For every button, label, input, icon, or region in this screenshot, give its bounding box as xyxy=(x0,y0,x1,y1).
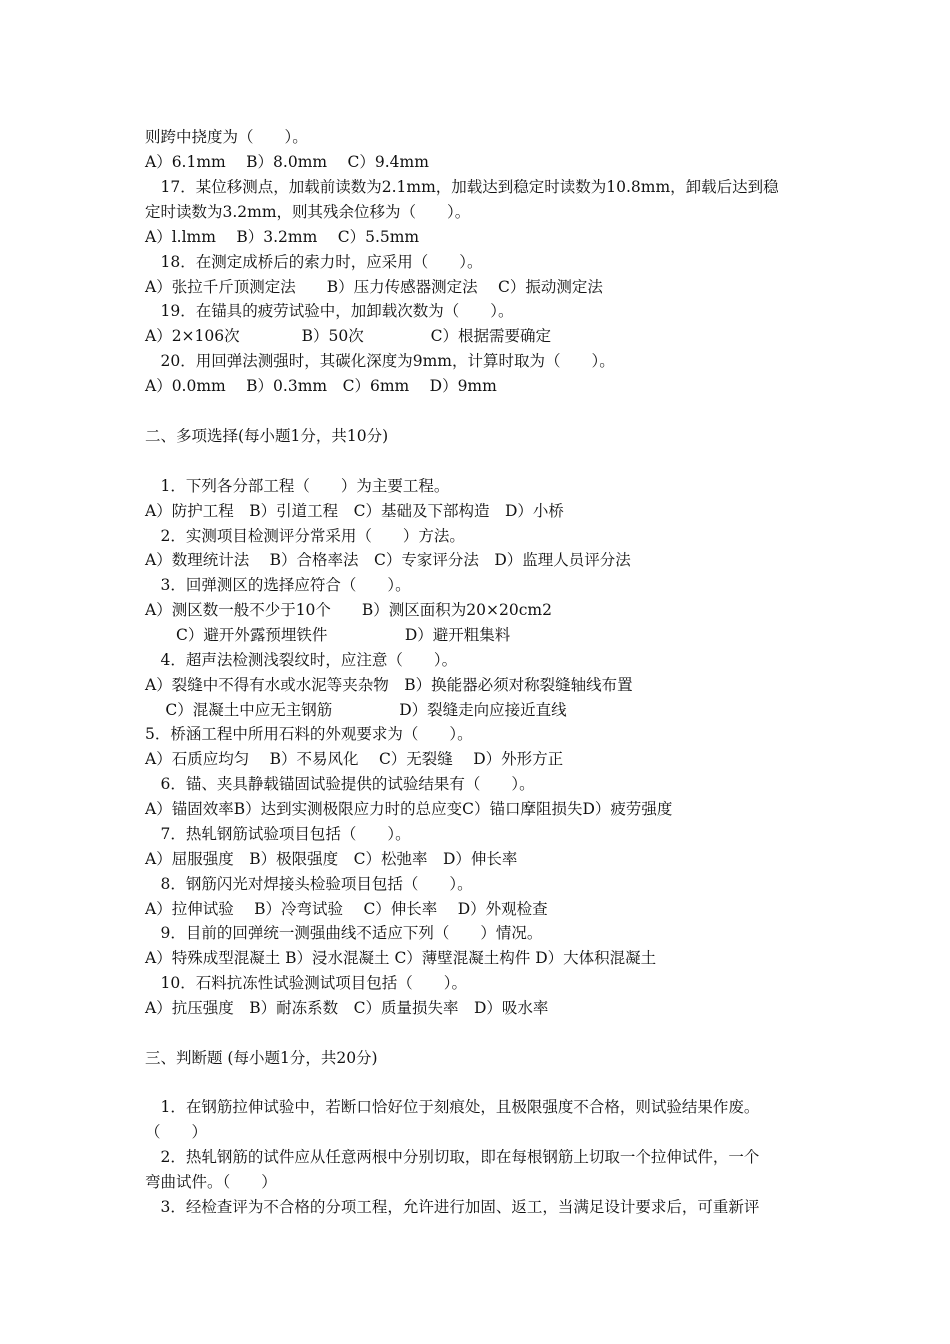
text-line: A）石质应均匀 B）不易风化 C）无裂缝 D）外形方正 xyxy=(145,750,564,768)
text-line: 17．某位移测点，加载前读数为2.1mm，加载达到稳定时读数为10.8mm，卸载后达到稳 xyxy=(145,178,779,196)
text-line: 1．下列各分部工程（ ）为主要工程。 xyxy=(145,477,450,495)
text-line: A）防护工程 B）引道工程 C）基础及下部构造 D）小桥 xyxy=(145,502,564,520)
text-line: A）测区数一般不少于10个 B）测区面积为20×20cm2 xyxy=(145,601,552,619)
text-line: A）锚固效率B）达到实测极限应力时的总应变C）锚口摩阻损失D）疲劳强度 xyxy=(145,800,673,818)
text-line: 9．目前的回弹统一测强曲线不适应下列（ ）情况。 xyxy=(145,924,543,942)
text-line: 弯曲试件。（ ） xyxy=(145,1173,277,1191)
text-line: 2．实测项目检测评分常采用（ ）方法。 xyxy=(145,527,465,545)
text-line: 18．在测定成桥后的索力时，应采用（ ）。 xyxy=(145,253,483,271)
text-line: A）0.0mm B）0.3mm C）6mm D）9mm xyxy=(145,377,497,395)
section-heading: 二、多项选择(每小题1分，共10分) xyxy=(145,427,389,445)
text-line: 3．回弹测区的选择应符合（ ）。 xyxy=(145,576,411,594)
text-line: C）避开外露预埋铁件 D）避开粗集料 xyxy=(145,626,511,644)
text-line: A）2×106次 B）50次 C）根据需要确定 xyxy=(145,327,552,345)
text-line: 19．在锚具的疲劳试验中，加卸载次数为（ ）。 xyxy=(145,302,514,320)
text-line: 20．用回弹法测强时，其碳化深度为9mm，计算时取为（ ）。 xyxy=(145,352,615,370)
section-heading: 三、判断题 (每小题1分，共20分) xyxy=(145,1049,378,1067)
text-line: A）l.lmm B）3.2mm C）5.5mm xyxy=(145,228,420,246)
text-line: 6．锚、夹具静载锚固试验提供的试验结果有（ ）。 xyxy=(145,775,535,793)
text-line: A）屈服强度 B）极限强度 C）松弛率 D）伸长率 xyxy=(145,850,518,868)
text-line: 7．热轧钢筋试验项目包括（ ）。 xyxy=(145,825,411,843)
text-line: 10．石料抗冻性试验测试项目包括（ ）。 xyxy=(145,974,467,992)
text-line: 则跨中挠度为（ ）。 xyxy=(145,128,308,146)
text-line: C）混凝土中应无主钢筋 D）裂缝走向应接近直线 xyxy=(145,701,567,719)
text-line: 2．热轧钢筋的试件应从任意两根中分别切取，即在每根钢筋上切取一个拉伸试件，一个 xyxy=(145,1148,760,1166)
text-line: A）数理统计法 B）合格率法 C）专家评分法 D）监理人员评分法 xyxy=(145,551,631,569)
text-line: （ ） xyxy=(145,1123,208,1141)
text-line: 1．在钢筋拉伸试验中，若断口恰好位于刻痕处，且极限强度不合格，则试验结果作废。 xyxy=(145,1098,760,1116)
text-line: 定时读数为3.2mm，则其残余位移为（ ）。 xyxy=(145,203,471,221)
text-line: A）特殊成型混凝土 B）浸水混凝土 C）薄壁混凝土构件 D）大体积混凝土 xyxy=(145,949,657,967)
text-line: 3．经检查评为不合格的分项工程，允许进行加固、返工，当满足设计要求后，可重新评 xyxy=(145,1198,760,1216)
text-line: A）抗压强度 B）耐冻系数 C）质量损失率 D）吸水率 xyxy=(145,999,549,1017)
text-line: A）张拉千斤顶测定法 B）压力传感器测定法 C）振动测定法 xyxy=(145,278,603,296)
text-line: A）拉伸试验 B）冷弯试验 C）伸长率 D）外观检查 xyxy=(145,900,548,918)
text-line: 8．钢筋闪光对焊接头检验项目包括（ ）。 xyxy=(145,875,473,893)
text-line: 4．超声法检测浅裂纹时，应注意（ ）。 xyxy=(145,651,458,669)
text-line: A）6.1mm B）8.0mm C）9.4mm xyxy=(145,153,429,171)
text-line: A）裂缝中不得有水或水泥等夹杂物 B）换能器必须对称裂缝轴线布置 xyxy=(145,676,633,694)
text-line: 5．桥涵工程中所用石料的外观要求为（ ）。 xyxy=(145,725,473,743)
